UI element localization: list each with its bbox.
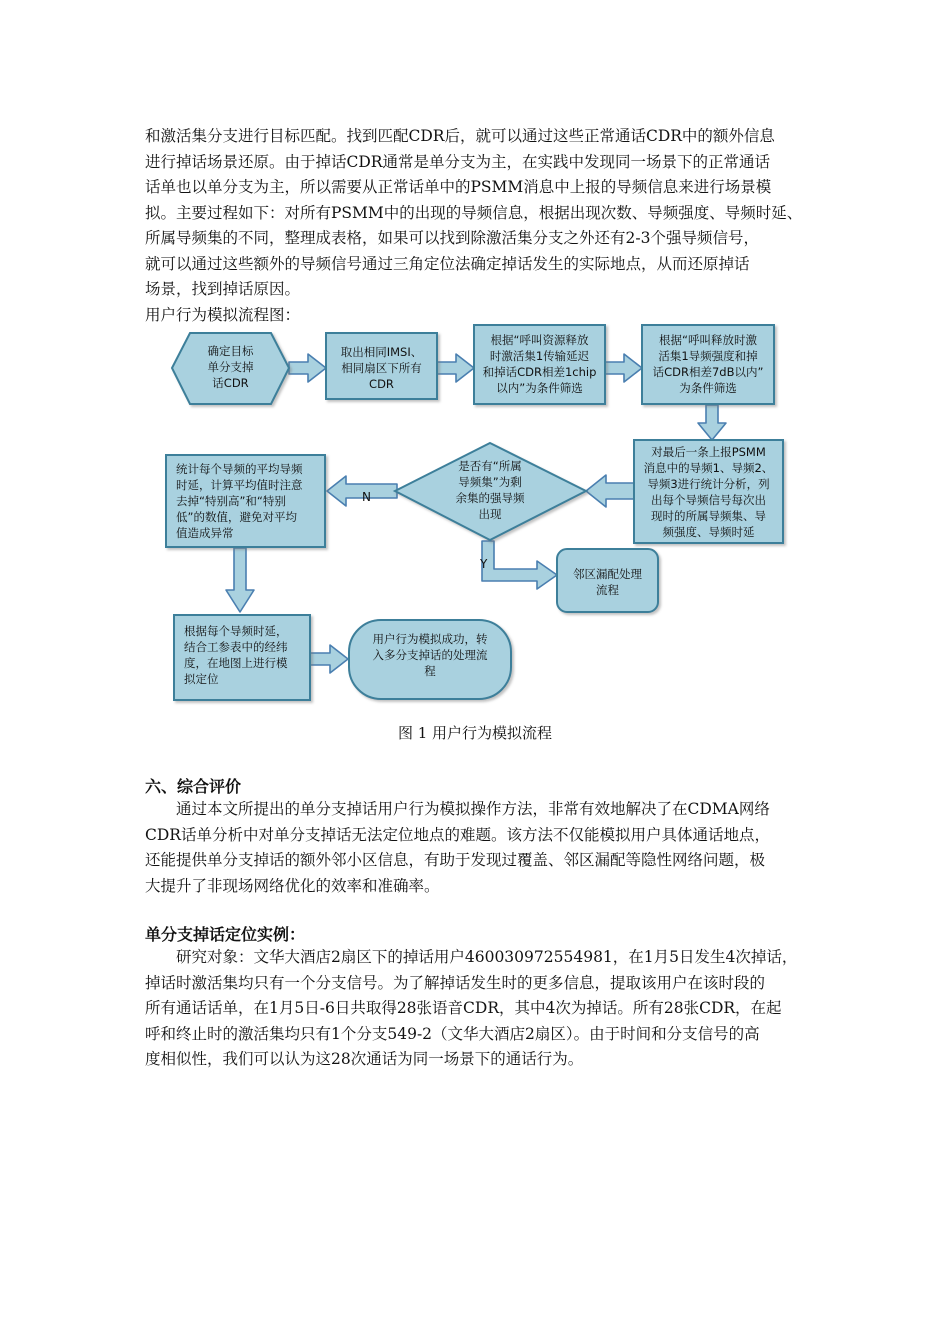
example-paragraph [145, 945, 810, 1073]
stepy-text-1: 邻区漏配处理 [573, 567, 642, 581]
start-text-3: 话CDR [212, 376, 249, 390]
step2-text-3: CDR [369, 377, 394, 391]
step-average-delay [166, 455, 325, 547]
flowchart-intro-label: 用户行为模拟流程图： [145, 305, 301, 324]
decision-text-1: 是否有“所属 [458, 459, 522, 473]
example-line: 所有通话话单，在1月5日-6日共取得28张语音CDR，其中4次为掉话。所有28张CDR，在起 [145, 999, 782, 1017]
step-fetch-cdr [326, 333, 437, 399]
section6-paragraph [145, 797, 810, 899]
arrow-right-icon [289, 354, 326, 382]
section6-line: 还能提供单分支掉话的额外邻小区信息，有助于发现过覆盖、邻区漏配等隐性网络问题，极 [145, 851, 766, 869]
section6-line: 大提升了非现场网络优化的效率和准确率。 [145, 876, 440, 895]
end-text-2: 入多分支掉话的处理流 [372, 648, 488, 662]
intro-line: 话单也以单分支为主，所以需要从正常话单中的PSMM消息中上报的导频信息来进行场景模 [145, 178, 772, 196]
decision-text-4: 出现 [478, 507, 502, 521]
step4-text-4: 为条件筛选 [679, 381, 737, 395]
step5-text-5: 现时的所属导频集、导 [651, 509, 766, 523]
step-filter-delay [474, 325, 605, 404]
step-psmm-analysis [634, 440, 783, 543]
locate-text-1: 根据每个导频时延， [184, 624, 288, 638]
example-line: 度相似性，我们可以认为这28次通话为同一场景下的通话行为。 [145, 1050, 584, 1068]
step2-text-2: 相同扇区下所有 [341, 361, 422, 375]
decision-node [395, 443, 586, 540]
stepy-text-2: 流程 [596, 583, 619, 597]
start-node [172, 333, 289, 404]
step-map-locate [174, 615, 310, 700]
arrow-left-icon [586, 475, 634, 507]
step5-text-3: 导频3进行统计分析，列 [647, 477, 770, 491]
stepn-text-2: 时延，计算平均值时注意 [176, 478, 303, 492]
arrow-down-right-icon [482, 541, 557, 589]
step-neighbor-missing [557, 549, 658, 612]
end-node [349, 620, 511, 699]
step2-text-1: 取出相同IMSI、 [340, 345, 423, 359]
section6-heading: 六、综合评价 [145, 777, 242, 796]
end-text-1: 用户行为模拟成功，转 [372, 632, 488, 646]
step3-text-3: 和掉话CDR相差1chip [482, 365, 597, 379]
arrow-right-icon [605, 354, 642, 382]
start-text-1: 确定目标 [207, 344, 254, 358]
intro-line: 场景，找到掉话原因。 [145, 280, 301, 298]
label-no: N [362, 490, 371, 504]
arrow-down-icon [698, 405, 726, 440]
step5-text-4: 出每个导频信号每次出 [651, 493, 766, 507]
step5-text-6: 频强度、导频时延 [662, 525, 755, 539]
intro-line: 进行掉话场景还原。由于掉话CDR通常是单分支为主，在实践中发现同一场景下的正常通话 [145, 152, 770, 171]
intro-line: 所属导频集的不同，整理成表格，如果可以找到除激活集分支之外还有2-3个强导频信号， [145, 229, 759, 247]
decision-text-2: 导频集”为剩 [458, 475, 522, 489]
decision-text-3: 余集的强导频 [455, 491, 525, 505]
intro-line: 拟。主要过程如下：对所有PSMM中的出现的导频信息，根据出现次数、导频强度、导频时延、 [145, 203, 803, 222]
intro-line: 就可以通过这些额外的导频信号通过三角定位法确定掉话发生的实际地点，从而还原掉话 [145, 254, 750, 273]
end-text-3: 程 [424, 664, 436, 678]
arrow-right-icon [310, 645, 348, 673]
section6-line: 通过本文所提出的单分支掉话用户行为模拟操作方法，非常有效地解决了在CDMA网络 [145, 800, 770, 818]
example-line: 研究对象：文华大酒店2扇区下的掉话用户460030972554981，在1月5日发生4次掉话， [145, 948, 798, 966]
step5-text-2: 消息中的导频1、导频2、 [643, 461, 774, 475]
example-line: 呼和终止时的激活集均只有1个分支549-2（文华大酒店2扇区）。由于时间和分支信号的高 [145, 1024, 760, 1043]
example-line: 掉话时激活集均只有一个分支信号。为了解掉话发生时的更多信息，提取该用户在该时段的 [145, 973, 766, 992]
step4-text-1: 根据“呼叫释放时激 [659, 333, 757, 347]
stepn-text-5: 值造成异常 [176, 526, 234, 540]
stepn-text-4: 低”的数值，避免对平均 [176, 510, 297, 524]
step4-text-2: 活集1导频强度和掉 [658, 349, 758, 363]
figure-caption: 图 1 用户行为模拟流程 [397, 724, 553, 742]
step3-text-2: 时激活集1传输延迟 [489, 349, 590, 363]
intro-line: 和激活集分支进行目标匹配。找到匹配CDR后，就可以通过这些正常通话CDR中的额外信息 [145, 127, 775, 145]
step-filter-strength [642, 325, 774, 404]
start-text-2: 单分支掉 [207, 360, 254, 374]
step4-text-3: 话CDR相差7dB以内” [652, 365, 764, 379]
section6-line: CDR话单分析中对单分支掉话无法定位地点的难题。该方法不仅能模拟用户具体通话地点， [145, 825, 770, 844]
arrow-down-icon [226, 548, 254, 612]
arrow-right-icon [437, 354, 474, 382]
example-heading: 单分支掉话定位实例： [145, 925, 306, 944]
step3-text-4: 以内”为条件筛选 [496, 381, 583, 395]
locate-text-4: 拟定位 [184, 672, 219, 686]
stepn-text-3: 去掉“特别高”和“特别 [176, 494, 286, 508]
stepn-text-1: 统计每个导频的平均导频 [176, 462, 303, 476]
locate-text-3: 度，在地图上进行模 [184, 656, 288, 670]
locate-text-2: 结合工参表中的经纬 [184, 640, 288, 654]
label-yes: Y [480, 557, 488, 571]
step3-text-1: 根据“呼叫资源释放 [490, 333, 589, 347]
step5-text-1: 对最后一条上报PSMM [651, 445, 766, 459]
